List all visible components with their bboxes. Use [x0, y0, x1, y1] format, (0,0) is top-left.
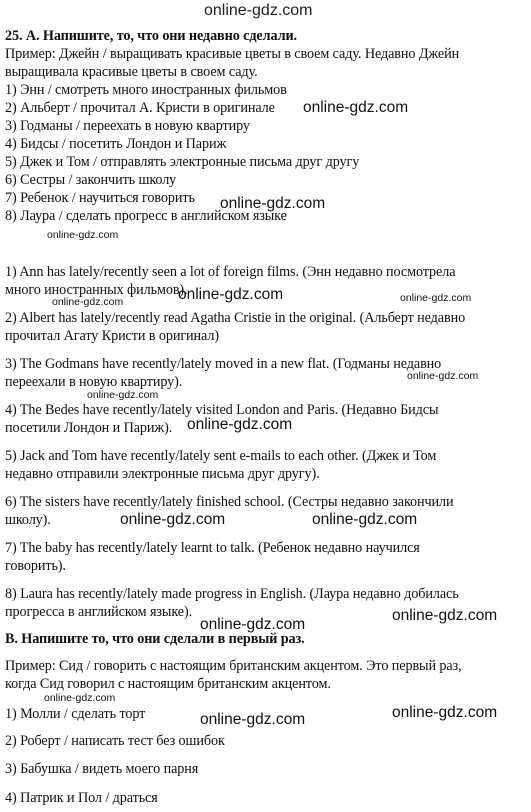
watermark: online-gdz.com [407, 370, 479, 382]
section-a-example-line-1: Пример: Джейн / выращивать красивые цветы в своем саду. Недавно Джейн [5, 46, 460, 62]
watermark: online-gdz.com [392, 704, 498, 721]
answer-a-3-line-2: переехали в новую квартиру). [5, 374, 183, 390]
answer-a-6-line-2: школу). [5, 512, 51, 528]
section-b-example-line-1: Пример: Сид / говорить с настоящим британским акцентом. Это первый раз, [5, 658, 462, 674]
task-a-8: 8) Лаура / сделать прогресс в английском языке [5, 208, 287, 224]
task-a-6: 6) Сестры / закончить школу [5, 172, 177, 188]
task-a-7: 7) Ребенок / научиться говорить [5, 190, 195, 206]
watermark: online-gdz.com [200, 616, 306, 633]
watermark: online-gdz.com [120, 511, 226, 528]
watermark: online-gdz.com [87, 389, 159, 401]
watermark-header: online-gdz.com [204, 2, 313, 19]
watermark: online-gdz.com [400, 292, 472, 304]
answer-a-8-line-2: прогресса в английском языке). [5, 604, 193, 620]
task-b-3: 3) Бабушка / видеть моего парня [5, 761, 199, 777]
watermark: online-gdz.com [303, 99, 409, 116]
answer-a-7-line-1: 7) The baby has recently/lately learnt to talk. (Ребенок недавно научился [5, 540, 420, 556]
task-b-1: 1) Молли / сделать торт [5, 706, 146, 722]
watermark: online-gdz.com [52, 296, 124, 308]
answer-a-6-line-1: 6) The sisters have recently/lately finished school. (Сестры недавно закончили [5, 494, 454, 510]
watermark: online-gdz.com [312, 511, 418, 528]
task-a-4: 4) Бидсы / посетить Лондон и Париж [5, 136, 227, 152]
watermark: online-gdz.com [187, 416, 293, 433]
answer-a-8-line-1: 8) Laura has recently/lately made progress in English. (Лаура недавно добилась [5, 586, 459, 602]
section-a-example-line-2: выращивала красивые цветы в своем саду. [5, 64, 258, 80]
answer-a-4-line-2: посетили Лондон и Париж). [5, 420, 173, 436]
answer-a-1-line-1: 1) Ann has lately/recently seen a lot of foreign films. (Энн недавно посмотрела [5, 264, 456, 280]
answer-a-2-line-2: прочитал Агату Кристи в оригинал) [5, 328, 219, 344]
watermark: online-gdz.com [44, 692, 116, 704]
task-a-5: 5) Джек и Том / отправлять электронные письма друг другу [5, 154, 360, 170]
section-b-example-line-2: когда Сид говорил с настоящим британским акцентом. [5, 676, 331, 692]
watermark: online-gdz.com [200, 711, 306, 728]
answer-a-5-line-2: недавно отправили электронные письма друг другу). [5, 466, 320, 482]
section-b-title: B. Напишите то, что они сделали в первый раз. [5, 631, 305, 647]
answer-a-7-line-2: говорить). [5, 558, 66, 574]
answer-a-4-line-1: 4) The Bedes have recently/lately visited London and Paris. (Недавно Бидсы [5, 402, 439, 418]
task-b-2: 2) Роберт / написать тест без ошибок [5, 733, 225, 749]
answer-a-3-line-1: 3) The Godmans have recently/lately moved in a new flat. (Годманы недавно [5, 356, 442, 372]
watermark: online-gdz.com [392, 607, 498, 624]
section-a-title: 25. А. Напишите, то, что они недавно сделали. [5, 28, 297, 44]
answer-a-5-line-1: 5) Jack and Tom have recently/lately sent e-mails to each other. (Джек и Том [5, 448, 437, 464]
answer-a-2-line-1: 2) Albert has lately/recently read Agatha Cristie in the original. (Альберт недавно [5, 310, 466, 326]
watermark: online-gdz.com [47, 229, 119, 241]
task-b-4: 4) Патрик и Пол / драться [5, 790, 158, 806]
watermark: online-gdz.com [220, 195, 326, 212]
task-a-3: 3) Годманы / переехать в новую квартиру [5, 118, 250, 134]
answer-a-1-line-2: много иностранных фильмов). [5, 282, 188, 298]
task-a-2: 2) Альберт / прочитал А. Кристи в оригинале [5, 100, 275, 116]
watermark: online-gdz.com [178, 286, 284, 303]
task-a-1: 1) Энн / смотреть много иностранных фильмов [5, 82, 287, 98]
